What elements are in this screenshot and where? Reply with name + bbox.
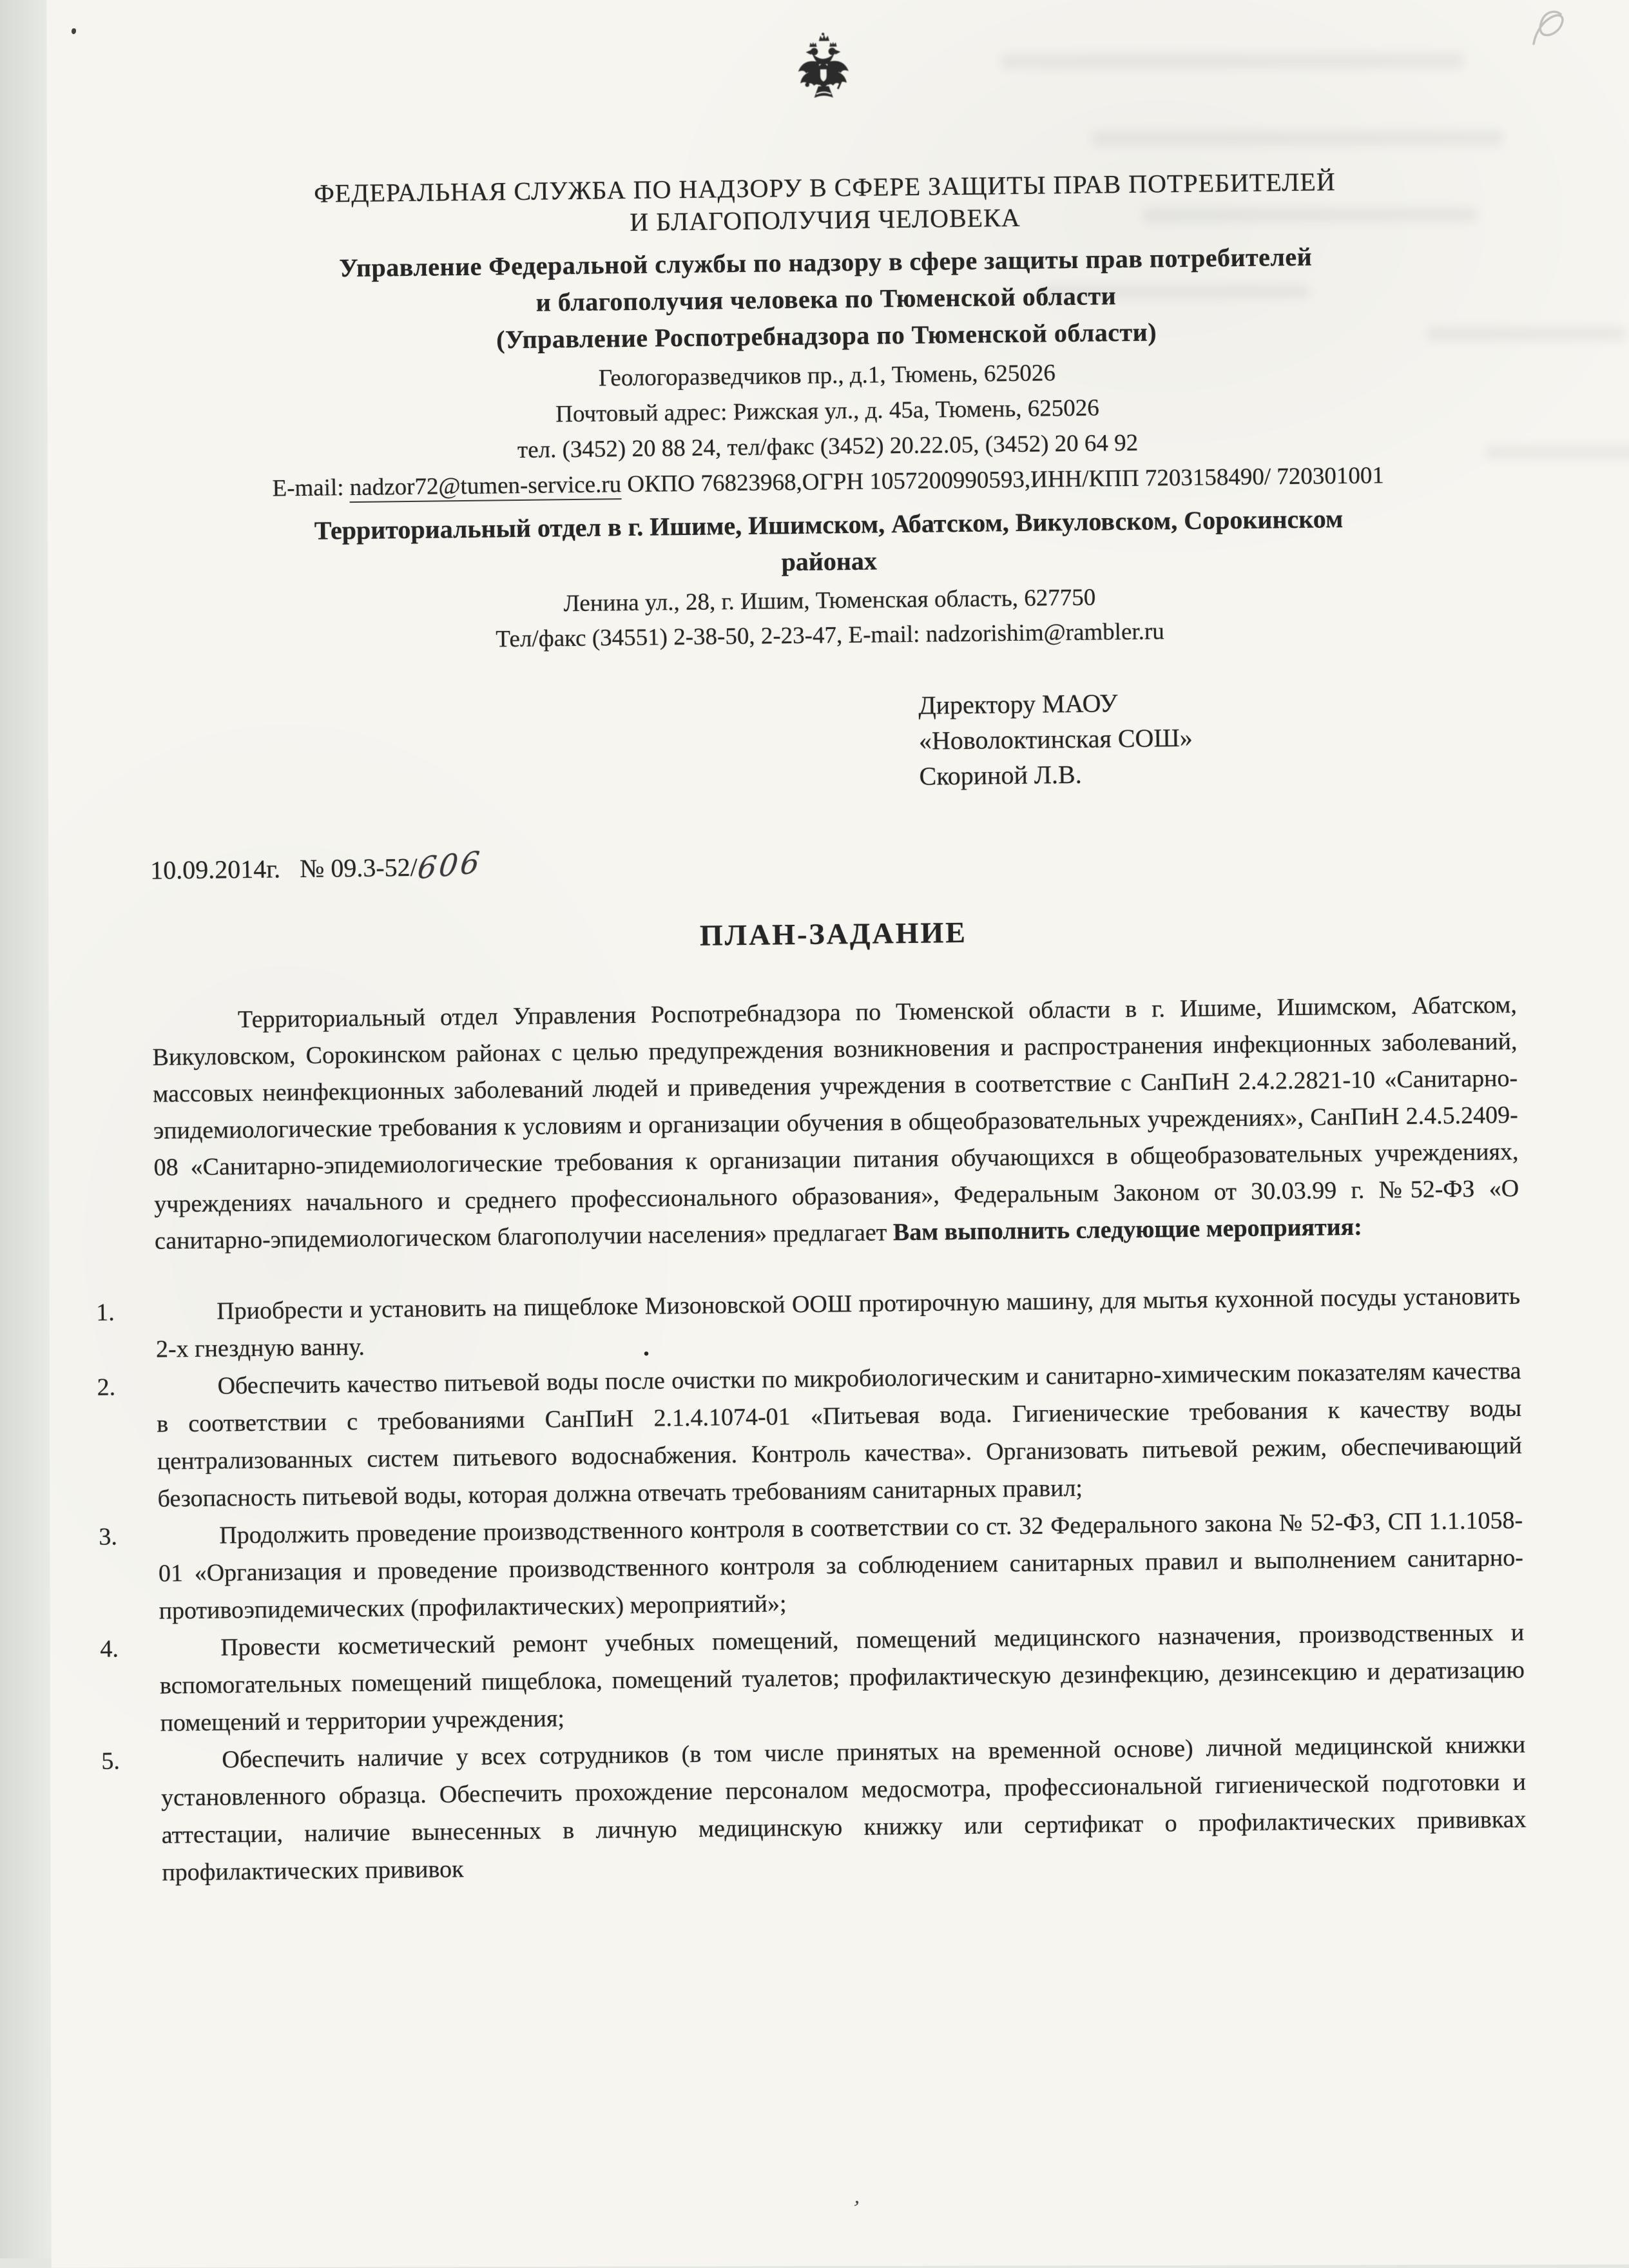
item-number: 4. <box>100 1635 119 1663</box>
email-label: E-mail: <box>272 474 351 502</box>
item-number: 5. <box>101 1747 120 1775</box>
territorial-line1: Территориальный отдел в г. Ишиме, Ишимском, Абатском, Викуловском, Сорокинском <box>314 504 1344 545</box>
bottom-mark-artifact: ’ <box>849 2196 862 2221</box>
letterhead-department-line2: и благополучия человека по Тюменской области <box>535 281 1117 317</box>
item-text: Провести косметический ремонт учебных помещений, помещений медицинского назначения, производственных и вспомогательных помещений пищеблока, помещений туалетов; профилактическую дезинфекцию, дезинсекцию и дератизацию помещений и территории учреждения; <box>159 1618 1525 1737</box>
reference-line <box>150 835 1515 886</box>
letterhead-service-line1: ФЕДЕРАЛЬНАЯ СЛУЖБА ПО НАДЗОРУ В СФЕРЕ ЗАЩИТЫ ПРАВ ПОТРЕБИТЕЛЕЙ <box>313 167 1336 208</box>
okpo-ogrn-inn: ОКПО 76823968,ОГРН 1057200990593,ИНН/КПП 7203158490/ 720301001 <box>621 462 1385 498</box>
addressee-organization: «Новолоктинская СОШ» <box>918 722 1193 755</box>
document-content <box>38 0 1629 1931</box>
letterhead-postal-line: Почтовый адрес: Рижская ул., д. 45а, Тюмень, 625026 <box>555 394 1099 428</box>
letterhead-department <box>143 236 1509 362</box>
document-number-handwritten: 606 <box>415 844 484 886</box>
paper <box>46 0 1629 2268</box>
task-item-2 <box>97 1352 1523 1518</box>
letterhead-service-line2: И БЛАГОПОЛУЧИЯ ЧЕЛОВЕКА <box>630 202 1021 237</box>
territorial-address: Ленина ул., 28, г. Ишим, Тюменская область, 627750 <box>563 584 1096 617</box>
letterhead-address-line: Геологоразведчиков пр., д.1, Тюмень, 625026 <box>598 360 1056 392</box>
task-item-5 <box>101 1726 1527 1892</box>
stray-dot-artifact: . <box>643 1332 650 1361</box>
intro-paragraph <box>152 987 1520 1260</box>
territorial-phone: Тел/факс (34551) 2-38-50, 2-23-47, E-mail: nadzorishim@rambler.ru <box>496 618 1164 653</box>
letterhead <box>142 164 1508 244</box>
territorial-line2: районах <box>781 546 878 577</box>
letterhead-department-line1: Управление Федеральной службы по надзору в сфере защиты прав потребителей <box>339 242 1313 283</box>
task-item-3 <box>99 1502 1524 1630</box>
item-number: 2. <box>97 1373 116 1401</box>
task-list <box>96 1277 1527 1892</box>
item-text: Обеспечить качество питьевой воды после очистки по микробиологическим и санитарно-химическим показателям качества в соответствии с требованиями СанПиН 2.1.4.1074-01 «Питьевая вода. Гигиенические требования к качеству воды централизованных систем питьевого водоснабжения. Контроль качества». Организовать питьевой режим, обеспечивающий безопасность питьевой воды, которая должна отвечать требованиям санитарных правил; <box>157 1357 1523 1513</box>
document-number-prefix: № 09.3-52/ <box>299 852 418 884</box>
email-address: nadzor72@tumen-service.ru <box>350 471 622 503</box>
page-title: ПЛАН-ЗАДАНИЕ <box>699 915 968 952</box>
document-date: 10.09.2014г. <box>149 854 281 885</box>
item-text: Обеспечить наличие у всех сотрудников (в том числе принятых на временной основе) личной медицинской книжки установленного образца. Обеспечить прохождение персоналом медосмотра, профессиональной гигиенической подготовки и аттестации, наличие вынесенных в личную медицинскую книжку или сертификат о профилактических прививках профилактических прививок <box>160 1730 1527 1886</box>
letterhead-department-line3: (Управление Роспотребнадзора по Тюменской области) <box>496 317 1157 354</box>
intro-bold-text: Вам выполнить следующие мероприятия: <box>892 1213 1363 1246</box>
pencil-mark-artifact <box>1525 4 1608 68</box>
intro-text: Территориальный отдел Управления Роспотребнадзора по Тюменской области в г. Ишиме, Ишимском, Абатском, Викуловском, Сорокинском районах с целью предупреждения возникновения и распространения инфекционных заболеваний, массовых неинфекционных заболеваний людей и приведения учреждения в соответствие с СанПиН 2.4.2.2821-10 «Санитарно-эпидемиологические требования к условиям и организации обучения в общеобразовательных учреждениях», СанПиН 2.4.5.2409-08 «Санитарно-эпидемиологические требования к организации питания обучающихся в общеобразовательных учреждениях, учреждениях начального и среднего профессионального образования», Федеральным Законом от 30.03.99 г. №52-ФЗ «О санитарно-эпидемиологическом благополучии населения» предлагает <box>152 991 1519 1255</box>
item-number: 3. <box>99 1523 118 1551</box>
addressee-block <box>918 681 1514 794</box>
addressee-position: Директору МАОУ <box>918 688 1118 720</box>
task-item-4 <box>100 1614 1525 1742</box>
addressee-name: Скориной Л.В. <box>919 759 1082 791</box>
territorial-contacts <box>147 576 1512 661</box>
coat-of-arms-icon <box>140 22 1506 121</box>
item-text: Приобрести и установить на пищеблоке Мизоновской ООШ протирочную машину, для мытья кухонной посуды установить 2-х гнездную ванну. <box>155 1282 1521 1363</box>
item-number: 1. <box>96 1299 115 1326</box>
letterhead-phone-line: тел. (3452) 20 88 24, тел/факс (3452) 20.22.05, (3452) 20 64 92 <box>517 429 1139 464</box>
territorial-department <box>146 498 1512 588</box>
item-text: Продолжить проведение производственного контроля в соответствии со ст. 32 Федерального закона № 52-ФЗ, СП 1.1.1058-01 «Организация и проведение производственного контроля за соблюдением санитарных правил и выполнением санитарно-противоэпидемических (профилактических) мероприятий»; <box>158 1506 1524 1625</box>
letterhead-contacts <box>144 350 1510 508</box>
